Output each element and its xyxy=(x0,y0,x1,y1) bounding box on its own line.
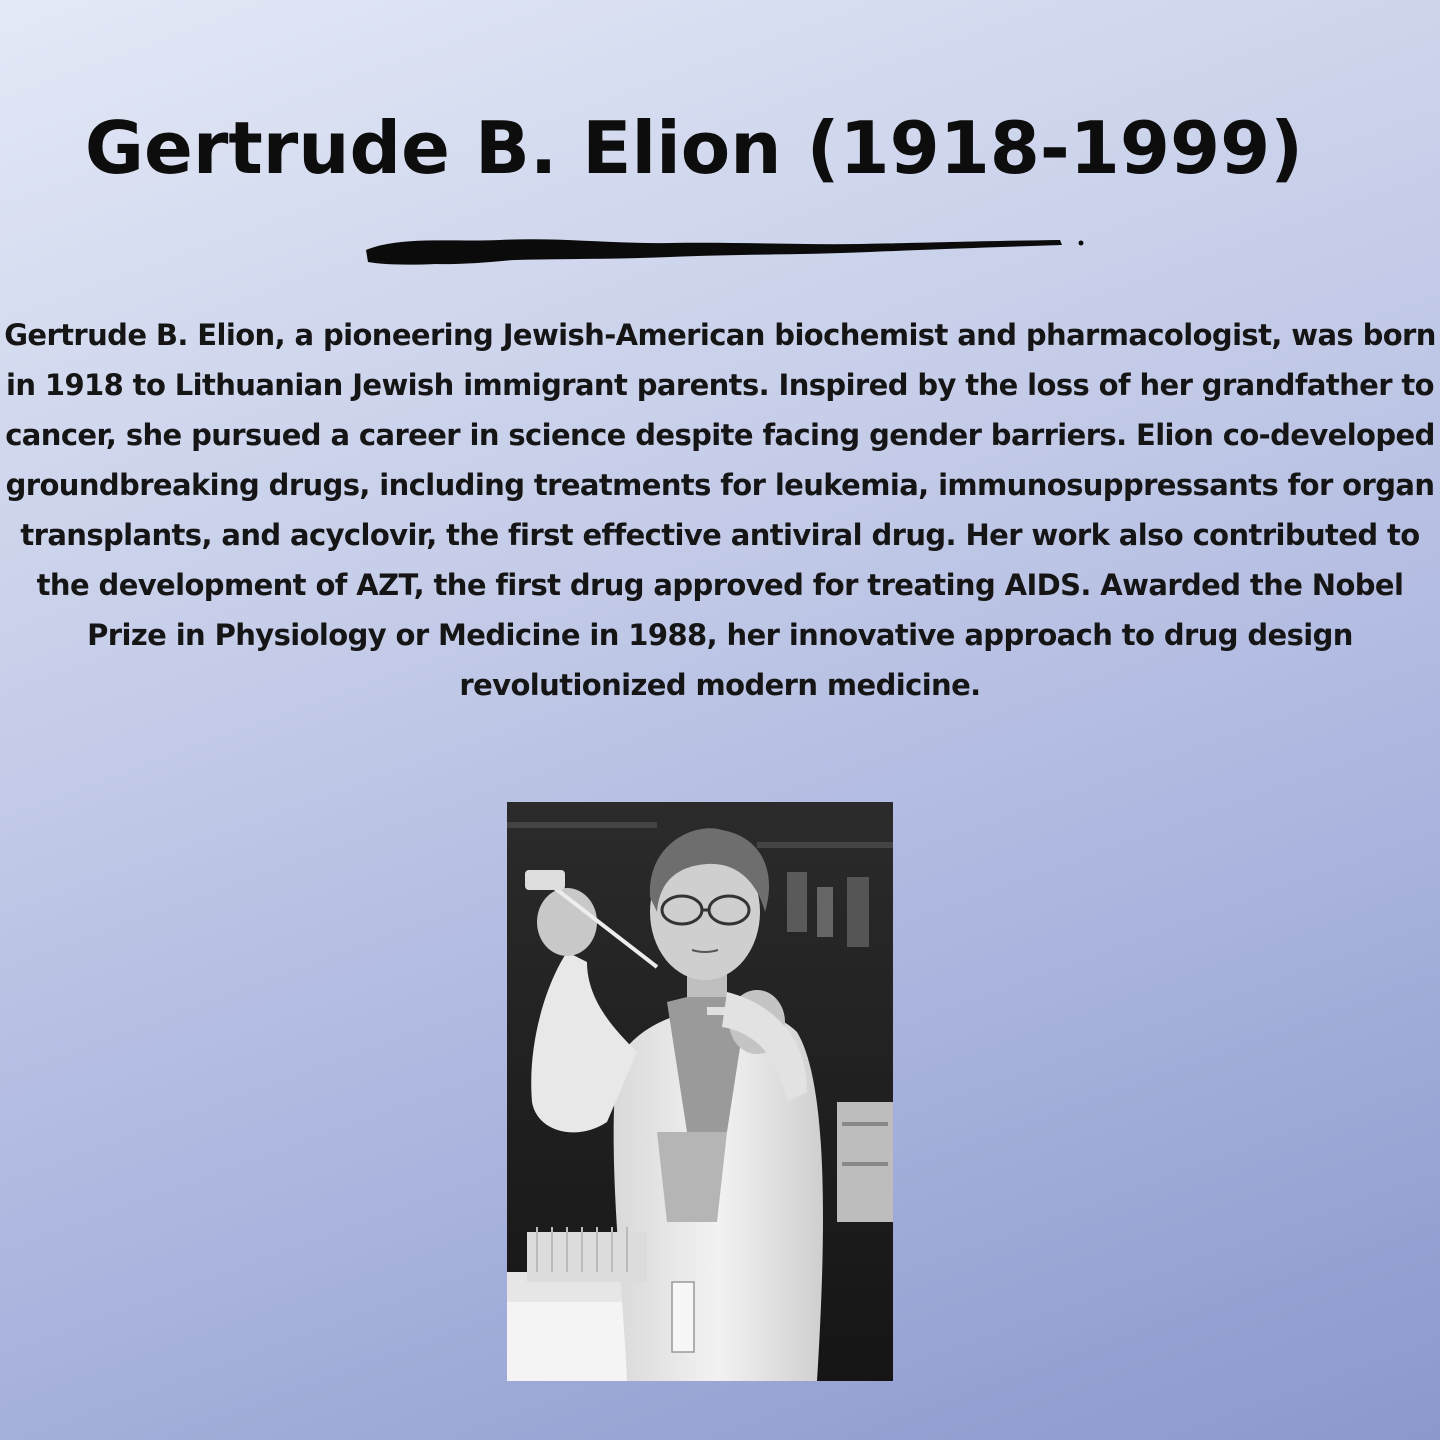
page-title: Gertrude B. Elion (1918-1999) xyxy=(84,106,1304,190)
portrait-illustration xyxy=(507,802,893,1381)
brush-stroke-divider xyxy=(360,228,1090,272)
biography-text: Gertrude B. Elion, a pioneering Jewish-American biochemist and pharmacologist, was born in 1918 to Lithuanian Jewish immigrant parents. Inspired by the loss of her grandfather to cancer, she pursued a career in science despite facing gender barriers. Elion co-developed groundbreaking drugs, including treatments for leukemia, immunosuppressants for organ transplants, and acyclovir, the first effective antiviral drug. Her work also contributed to the development of AZT, the first drug approved for treating AIDS. Awarded the Nobel Prize in Physiology or Medicine in 1988, her innovative approach to drug design revolutionized modern medicine. xyxy=(4,318,1436,702)
portrait-photo xyxy=(507,802,893,1381)
